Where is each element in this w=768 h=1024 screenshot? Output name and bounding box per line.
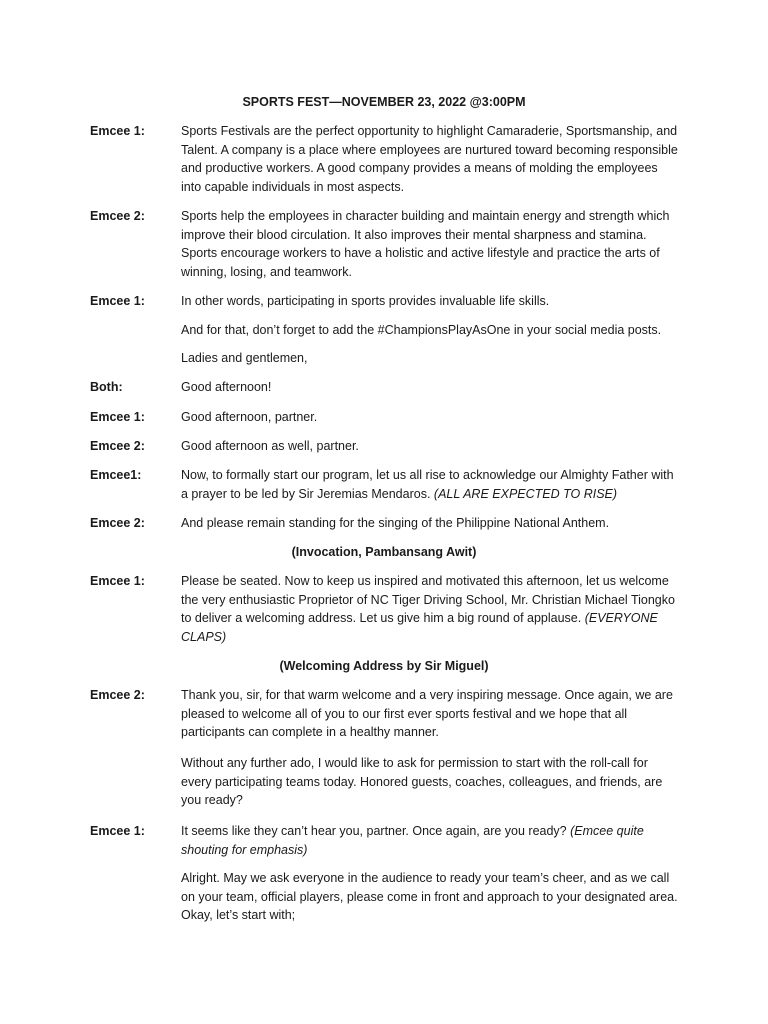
dialogue-text-main: Please be seated. Now to keep us inspired and motivated this afternoon, let us welcome the very enthusiastic Proprietor of NC Tiger Driving School, Mr. Christian Michael Tiongko to deliver a welcoming address. Let us give him a big round of applause. bbox=[181, 574, 675, 625]
dialogue-text: Good afternoon! bbox=[181, 380, 272, 394]
dialogue-text: Thank you, sir, for that warm welcome and a very inspiring message. Once again, we are pleased to welcome all of you to our first ever sports festival and we hope that all participants can complete in a healthy manner. bbox=[181, 688, 673, 739]
stage-note: (EVERYONE CLAPS) bbox=[181, 611, 658, 644]
dialogue-text: Ladies and gentlemen, bbox=[181, 351, 308, 365]
speaker-label: Emcee 2: bbox=[90, 209, 145, 223]
speaker-label: Emcee 2: bbox=[90, 688, 145, 702]
speaker-label: Emcee 1: bbox=[90, 574, 145, 588]
page-title: SPORTS FEST—NOVEMBER 23, 2022 @3:00PM bbox=[242, 95, 526, 109]
dialogue-text bbox=[181, 466, 681, 503]
speaker-label: Emcee 1: bbox=[90, 824, 145, 838]
dialogue-text: Sports Festivals are the perfect opportunity to highlight Camaraderie, Sportsmanship, and Talent. A company is a place where employees are nurtured toward becoming responsible and productive workers. A good company provides a means of molding the employees into capable individuals in most aspects. bbox=[181, 124, 678, 194]
speaker-label: Emcee 1: bbox=[90, 124, 145, 138]
dialogue-text-main: Now, to formally start our program, let us all rise to acknowledge our Almighty Father with a prayer to be led by Sir Jeremias Mendaros. bbox=[181, 468, 674, 501]
dialogue-text: Without any further ado, I would like to ask for permission to start with the roll-call for every participating teams today. Honored guests, coaches, colleagues, and friends, are you ready? bbox=[181, 756, 663, 807]
stage-note: (Emcee quite shouting for emphasis) bbox=[181, 824, 644, 857]
stage-direction: (Welcoming Address by Sir Miguel) bbox=[279, 659, 489, 673]
stage-direction: (Invocation, Pambansang Awit) bbox=[291, 545, 477, 559]
dialogue-text: Good afternoon as well, partner. bbox=[181, 439, 359, 453]
dialogue-text-main: It seems like they can’t hear you, partner. Once again, are you ready? bbox=[181, 824, 567, 838]
dialogue-text bbox=[181, 822, 681, 859]
dialogue-text: And for that, don’t forget to add the #ChampionsPlayAsOne in your social media posts. bbox=[181, 323, 662, 337]
speaker-label: Emcee 2: bbox=[90, 439, 145, 453]
speaker-label: Emcee 1: bbox=[90, 410, 145, 424]
speaker-label: Emcee 1: bbox=[90, 294, 145, 308]
speaker-label: Both: bbox=[90, 380, 123, 394]
dialogue-text: And please remain standing for the singing of the Philippine National Anthem. bbox=[181, 516, 610, 530]
dialogue-text: In other words, participating in sports provides invaluable life skills. bbox=[181, 294, 550, 308]
dialogue-text: Sports help the employees in character building and maintain energy and strength which improve their blood circulation. It also improves their mental sharpness and stamina. Sports encourage workers to have a holistic and active lifestyle and practice the arts of winning, losing, and teamwork. bbox=[181, 209, 670, 279]
speaker-label: Emcee 2: bbox=[90, 516, 145, 530]
stage-note: (ALL ARE EXPECTED TO RISE) bbox=[433, 486, 618, 501]
speaker-label: Emcee1: bbox=[90, 468, 142, 482]
dialogue-text bbox=[181, 572, 681, 646]
dialogue-text: Good afternoon, partner. bbox=[181, 410, 318, 424]
dialogue-text: Alright. May we ask everyone in the audience to ready your team’s cheer, and as we call on your team, official players, please come in front and approach to your designated area. Okay, let’s start with; bbox=[181, 871, 678, 922]
